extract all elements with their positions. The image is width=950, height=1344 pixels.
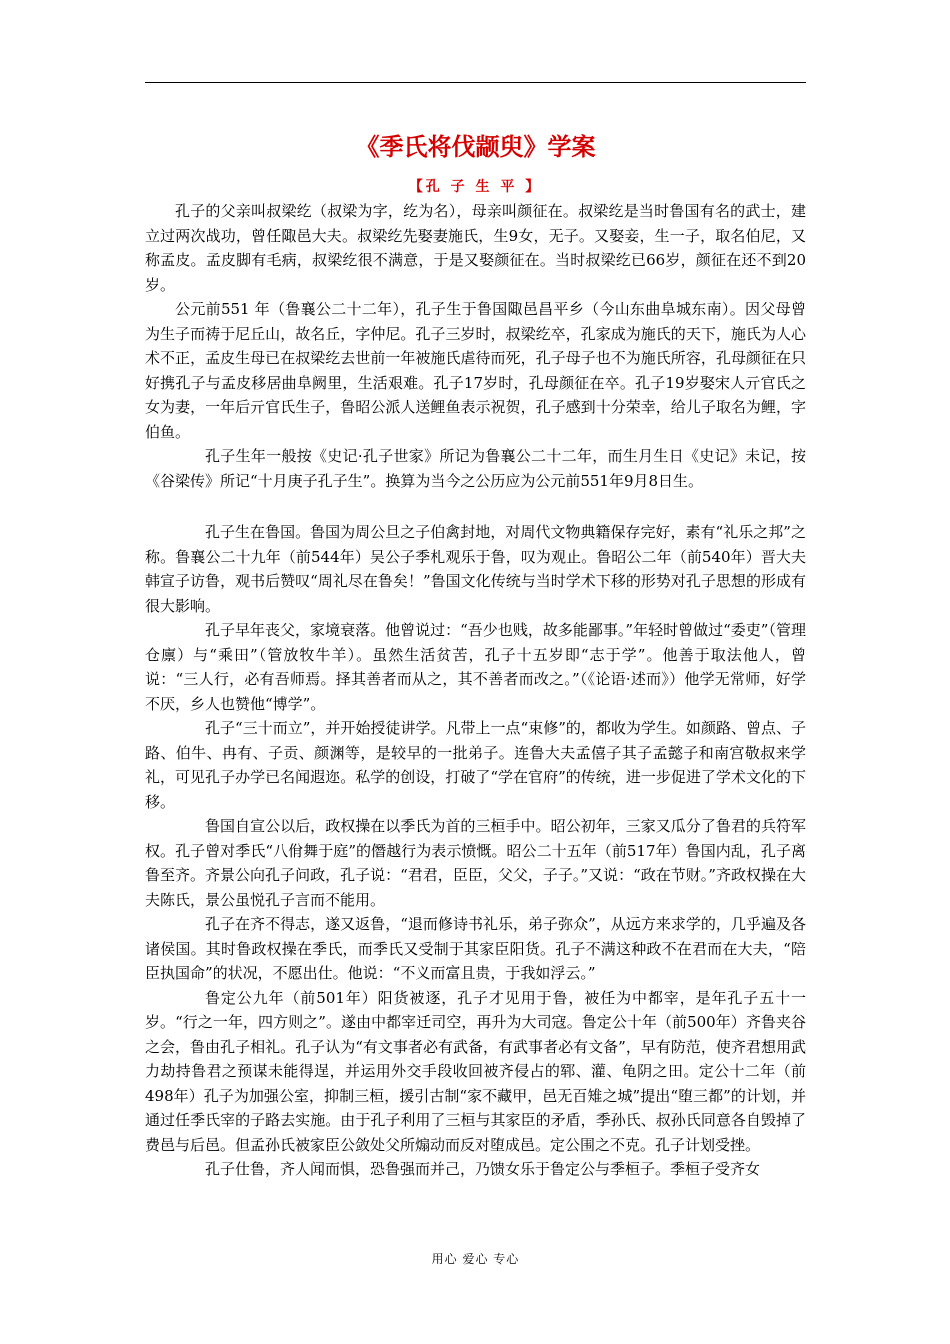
paragraph: 孔子的父亲叫叔梁纥（叔梁为字，纥为名），母亲叫颜征在。叔梁纥是当时鲁国有名的武士，建立过两次战功，曾任陬邑大夫。叔梁纥先娶妻施氏，生9女，无子。又娶妾，生一子，取名伯尼，又称孟皮。孟皮脚有毛病，叔梁纥很不满意，于是又娶颜征在。当时叔梁纥已66岁，颜征在还不到20岁。 bbox=[145, 202, 806, 294]
paragraph: 孔子在齐不得志，遂又返鲁，“退而修诗书礼乐，弟子弥众”，从远方来求学的，几乎遍及各诸侯国。其时鲁政权操在季氏，而季氏又受制于其家臣阳货。孔子不满这种政不在君而在大夫，“陪臣执国命”的状况，不愿出仕。他说：“不义而富且贵，于我如浮云。” bbox=[145, 915, 806, 982]
paragraph: 孔子仕鲁，齐人闻而惧，恐鲁强而并己，乃馈女乐于鲁定公与季桓子。季桓子受齐女 bbox=[205, 1160, 761, 1178]
paragraph: 孔子“三十而立”，并开始授徒讲学。凡带上一点“束修”的，都收为学生。如颜路、曾点、子路、伯牛、冉有、子贡、颜渊等，是较早的一批弟子。连鲁大夫孟僖子其子孟懿子和南宫敬叔来学礼，可见孔子办学已名闻遐迩。私学的创设，打破了“学在官府”的传统，进一步促进了学术文化的下移。 bbox=[145, 719, 806, 811]
top-rule bbox=[145, 82, 806, 83]
paragraph: 鲁定公九年（前501年）阳货被逐，孔子才见用于鲁，被任为中都宰，是年孔子五十一岁。“行之一年，四方则之”。遂由中都宰迁司空，再升为大司寇。鲁定公十年（前500年）齐鲁夹谷之会，鲁由孔子相礼。孔子认为“有文事者必有武备，有武事者必有文备”，早有防范，使齐君想用武力劫持鲁君之预谋未能得逞，并运用外交手段收回被齐侵占的郓、灌、龟阴之田。定公十二年（前498年）孔子为加强公室，抑制三桓，援引古制“家不藏甲，邑无百雉之城”提出“堕三都”的计划，并通过任季氏宰的子路去实施。由于孔子利用了三桓与其家臣的矛盾，季孙氏、叔孙氏同意各自毁掉了费邑与后邑。但孟孙氏被家臣公敛处父所煽动而反对堕成邑。定公围之不克。孔子计划受挫。 bbox=[145, 988, 806, 1154]
biography-part-2 bbox=[145, 520, 806, 1182]
document-title: 《季氏将伐颛臾》学案 bbox=[355, 133, 596, 161]
paragraph: 孔子早年丧父，家境衰落。他曾说过：“吾少也贱，故多能鄙事。”年轻时曾做过“委吏”（管理仓廪）与“乘田”（管放牧牛羊）。虽然生活贫苦，孔子十五岁即“志于学”。他善于取法他人，曾说：“三人行，必有吾师焉。择其善者而从之，其不善者而改之。”（《论语·述而》）他学无常师，好学不厌，乡人也赞他“博学”。 bbox=[145, 621, 806, 713]
biography-part-1 bbox=[145, 199, 806, 493]
section-heading: 【孔 子 生 平 】 bbox=[408, 179, 543, 195]
paragraph: 鲁国自宣公以后，政权操在以季氏为首的三桓手中。昭公初年，三家又瓜分了鲁君的兵符军权。孔子曾对季氏“八佾舞于庭”的僭越行为表示愤慨。昭公二十五年（前517年）鲁国内乱，孔子离鲁至齐。齐景公向孔子问政，孔子说：“君君，臣臣，父父，子子。”又说：“政在节财。”齐政权操在大夫陈氏，景公虽悦孔子言而不能用。 bbox=[145, 817, 806, 909]
paragraph: 公元前551 年（鲁襄公二十二年），孔子生于鲁国陬邑昌平乡（今山东曲阜城东南）。因父母曾为生子而祷于尼丘山，故名丘，字仲尼。孔子三岁时，叔梁纥卒，孔家成为施氏的天下，施氏为人心术不正，孟皮生母已在叔梁纥去世前一年被施氏虐待而死，孔子母子也不为施氏所容，孔母颜征在只好携孔子与孟皮移居曲阜阙里，生活艰难。孔子17岁时，孔母颜征在卒。孔子19岁娶宋人亓官氏之女为妻，一年后亓官氏生子，鲁昭公派人送鲤鱼表示祝贺，孔子感到十分荣幸，给儿子取名为鲤，字伯鱼。 bbox=[145, 300, 806, 441]
paragraph: 孔子生年一般按《史记·孔子世家》所记为鲁襄公二十二年，而生月生日《史记》未记，按《谷梁传》所记“十月庚子孔子生”。换算为当今之公历应为公元前551年9月8日生。 bbox=[145, 447, 806, 490]
paragraph: 孔子生在鲁国。鲁国为周公旦之子伯禽封地，对周代文物典籍保存完好，素有“礼乐之邦”之称。鲁襄公二十九年（前544年）吴公子季札观乐于鲁，叹为观止。鲁昭公二年（前540年）晋大夫韩宣子访鲁，观书后赞叹“周礼尽在鲁矣！”鲁国文化传统与当时学术下移的形势对孔子思想的形成有很大影响。 bbox=[145, 523, 806, 615]
page-footer: 用心 爱心 专心 bbox=[431, 1252, 520, 1266]
